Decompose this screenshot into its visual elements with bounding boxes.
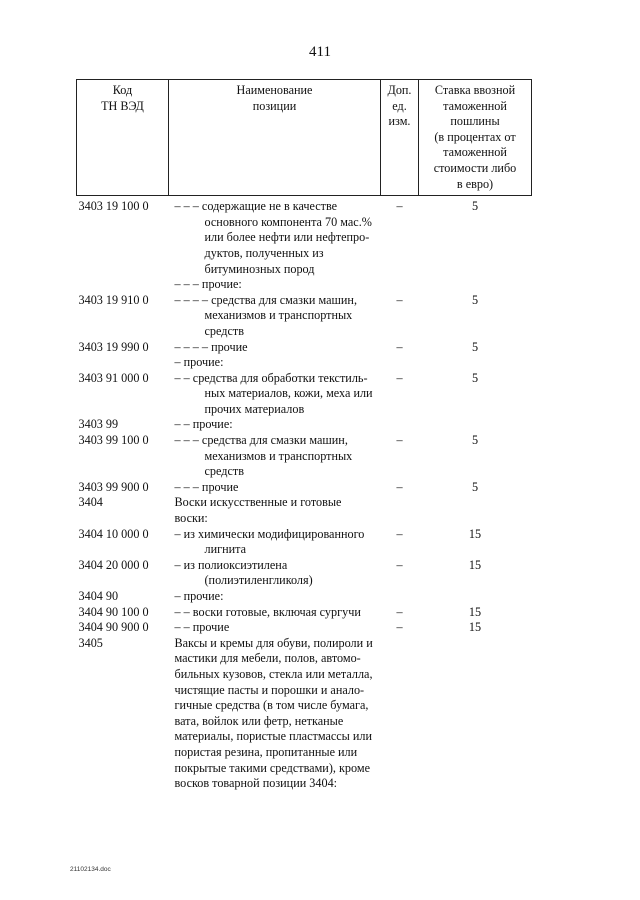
row-code: 3403 19 100 0 <box>78 199 149 214</box>
tariff-table <box>76 79 532 792</box>
row-rate: 15 <box>468 526 482 541</box>
table-row <box>77 340 532 356</box>
table-row <box>77 277 532 293</box>
row-unit <box>381 495 419 526</box>
row-code: 3403 99 <box>78 417 119 432</box>
description-line: – – – прочие <box>174 479 239 494</box>
row-unit: – <box>396 433 403 448</box>
table-body <box>77 196 532 792</box>
row-code: 3404 90 900 0 <box>78 620 149 635</box>
row-unit: – <box>396 292 403 307</box>
table-row <box>77 527 532 558</box>
description-line: основного компонента 70 мас.% <box>204 214 372 229</box>
description-line: вата, войлок или фетр, нетканые <box>174 713 344 728</box>
row-description <box>169 527 381 558</box>
description-line: – – – – средства для смазки машин, <box>174 292 358 307</box>
row-unit <box>381 636 419 792</box>
row-rate <box>419 589 532 605</box>
description-line: средств <box>204 464 244 479</box>
description-line: гичные средства (в том числе бумага, <box>174 698 369 713</box>
description-line: Воски искусственные и готовые <box>174 495 342 510</box>
description-line: материалы, пористые пластмассы или <box>174 729 373 744</box>
row-rate: 5 <box>471 433 479 448</box>
table-row <box>77 196 532 277</box>
description-line: (полиэтиленгликоля) <box>204 573 313 588</box>
table-row <box>77 355 532 371</box>
description-line: – – – содержащие не в качестве <box>174 199 338 214</box>
table-row <box>77 558 532 589</box>
description-line: бильных кузовов, стекла или металла, <box>174 666 373 681</box>
table-row <box>77 620 532 636</box>
row-description <box>169 589 381 605</box>
row-rate: 15 <box>468 620 482 635</box>
row-description <box>169 196 381 277</box>
description-line: прочих материалов <box>204 401 305 416</box>
row-code: 3404 10 000 0 <box>78 526 149 541</box>
header-rate: Ставка ввозной таможенной пошлины (в процентах от таможенной стоимости либо в евро) <box>419 80 532 196</box>
row-rate: 5 <box>471 339 479 354</box>
row-code: 3404 90 100 0 <box>78 604 149 619</box>
row-unit: – <box>396 479 403 494</box>
description-line: дуктов, полученных из <box>204 245 324 260</box>
row-code: 3404 <box>78 495 103 510</box>
row-code: 3405 <box>78 635 103 650</box>
row-code <box>77 277 169 293</box>
row-unit <box>381 417 419 433</box>
row-code: 3404 20 000 0 <box>78 557 149 572</box>
description-line: – – – средства для смазки машин, <box>174 433 348 448</box>
row-rate <box>419 277 532 293</box>
table-row <box>77 480 532 496</box>
row-rate: 5 <box>471 479 479 494</box>
row-rate: 5 <box>471 370 479 385</box>
description-line: – – средства для обработки текстиль- <box>174 370 368 385</box>
row-description <box>169 636 381 792</box>
row-code: 3403 91 000 0 <box>78 370 149 385</box>
table-row <box>77 589 532 605</box>
description-line: Ваксы и кремы для обуви, полироли и <box>174 635 373 650</box>
table-row <box>77 495 532 526</box>
description-line: чистящие пасты и порошки и анало- <box>174 682 365 697</box>
description-line: ных материалов, кожи, меха или <box>204 386 373 401</box>
table-row <box>77 433 532 480</box>
row-unit <box>381 355 419 371</box>
page-number: 411 <box>309 44 331 60</box>
row-unit <box>381 589 419 605</box>
description-line: механизмов и транспортных <box>204 448 353 463</box>
row-code <box>77 355 169 371</box>
row-description <box>169 371 381 418</box>
row-unit: – <box>396 620 403 635</box>
row-rate: 5 <box>471 292 479 307</box>
row-code: 3403 99 900 0 <box>78 479 149 494</box>
row-description <box>169 417 381 433</box>
description-line: – – – прочие: <box>174 277 242 292</box>
description-line: – – прочие <box>174 620 230 635</box>
header-name: Наименование позиции <box>169 80 381 196</box>
row-code: 3403 99 100 0 <box>78 433 149 448</box>
row-description <box>169 558 381 589</box>
file-name-footer: 21102134.doc <box>70 866 111 873</box>
row-unit: – <box>396 604 403 619</box>
row-code: 3403 19 910 0 <box>78 292 149 307</box>
row-code: 3403 19 990 0 <box>78 339 149 354</box>
row-description <box>169 495 381 526</box>
row-rate: 5 <box>471 199 479 214</box>
row-unit <box>381 277 419 293</box>
description-line: – прочие: <box>174 589 224 603</box>
header-code: Код ТН ВЭД <box>77 80 169 196</box>
table-row <box>77 371 532 418</box>
row-unit: – <box>396 199 403 214</box>
description-line: восков товарной позиции 3404: <box>174 776 338 791</box>
row-description <box>169 277 381 293</box>
row-unit: – <box>396 557 403 572</box>
row-description <box>169 433 381 480</box>
description-line: битуминозных пород <box>204 261 315 276</box>
description-line: покрытые такими средствами), кроме <box>174 760 370 775</box>
description-line: – из полиоксиэтилена <box>174 557 288 572</box>
row-description <box>169 605 381 621</box>
row-rate: 15 <box>468 557 482 572</box>
row-unit: – <box>396 370 403 385</box>
row-code: 3404 90 <box>78 589 119 603</box>
description-line: средств <box>204 323 244 338</box>
table-row <box>77 417 532 433</box>
row-description <box>169 480 381 496</box>
table-row <box>77 636 532 792</box>
row-rate <box>419 636 532 792</box>
row-description <box>169 340 381 356</box>
row-rate <box>419 495 532 526</box>
row-description <box>169 620 381 636</box>
row-description <box>169 355 381 371</box>
description-line: мастики для мебели, полов, автомо- <box>174 651 361 666</box>
description-line: – – воски готовые, включая сургучи <box>174 604 361 619</box>
row-unit: – <box>396 526 403 541</box>
table-row <box>77 293 532 340</box>
description-line: – – прочие: <box>174 417 233 432</box>
row-rate <box>419 355 532 371</box>
row-description <box>169 293 381 340</box>
row-rate <box>419 417 532 433</box>
description-line: пористая резина, пропитанные или <box>174 744 358 759</box>
description-line: механизмов и транспортных <box>204 308 353 323</box>
row-rate: 15 <box>468 604 482 619</box>
header-unit: Доп. ед. изм. <box>381 80 419 196</box>
table-header-row <box>77 80 532 196</box>
description-line: – – – – прочие <box>174 339 248 354</box>
description-line: – прочие: <box>174 355 224 370</box>
description-line: – из химически модифицированного <box>174 526 365 541</box>
table-row <box>77 605 532 621</box>
description-line: или более нефти или нефтепро- <box>204 230 370 245</box>
description-line: воски: <box>174 511 208 526</box>
description-line: лигнита <box>204 542 247 557</box>
row-unit: – <box>396 339 403 354</box>
